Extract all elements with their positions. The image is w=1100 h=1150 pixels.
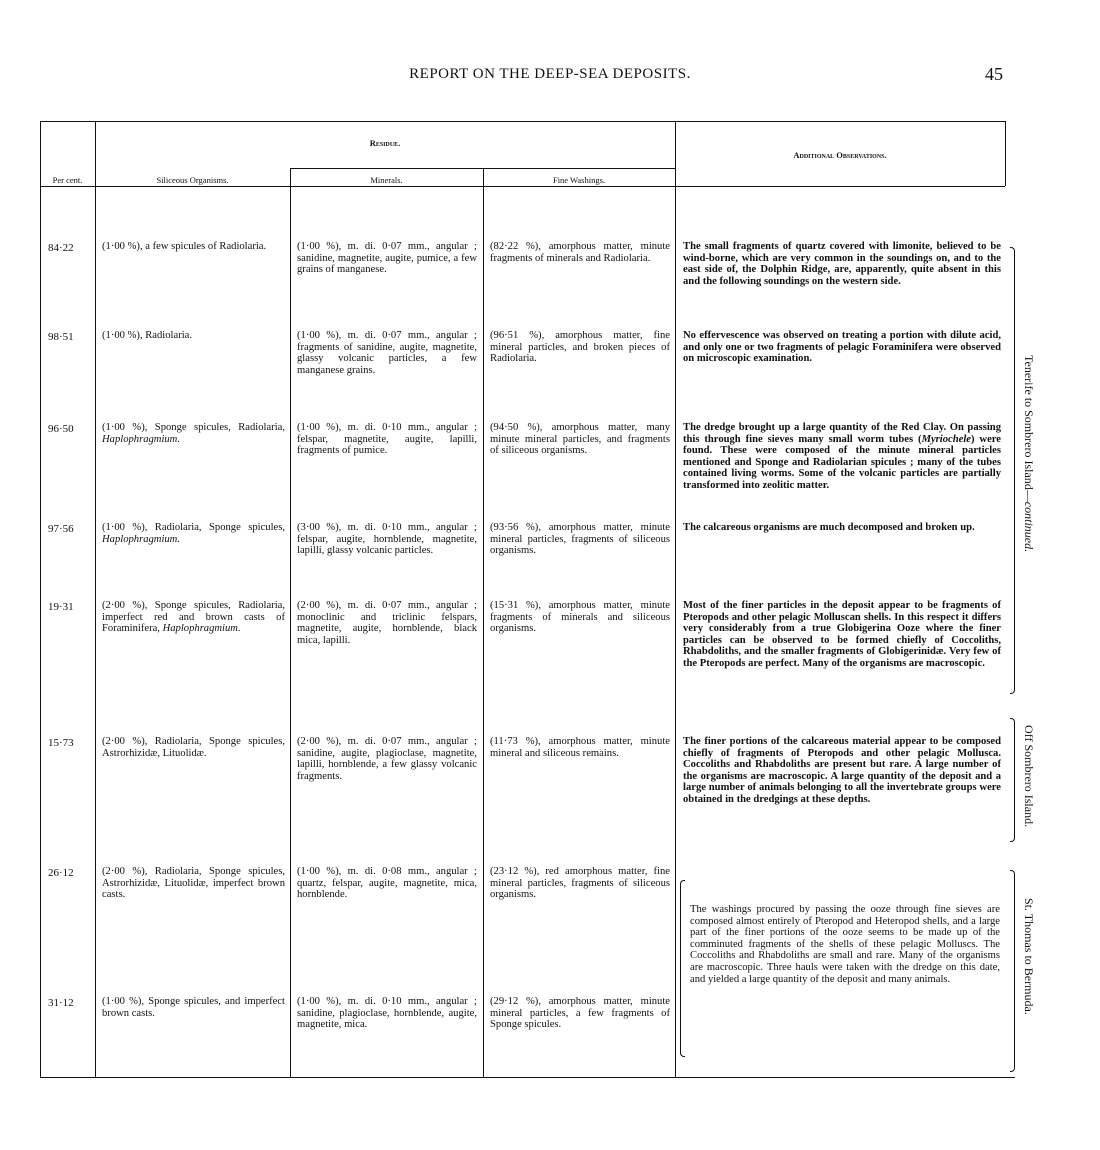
page-number: 45 — [985, 64, 1003, 84]
row2-per-cent: 98·51 — [48, 331, 74, 343]
col-rule-3 — [290, 168, 291, 1077]
header-bottom-rule — [40, 186, 1005, 187]
row6-minerals: (2·00 %), m. di. 0·07 mm., angular ; sanidine, augite, plagioclase, magnetite, lapilli, hornblende, a few glassy volcanic fragments. — [297, 736, 477, 782]
row4-per-cent: 97·56 — [48, 523, 74, 535]
row7-minerals: (1·00 %), m. di. 0·08 mm., angular ; quartz, felspar, augite, magnetite, mica, hornblende. — [297, 866, 477, 901]
row4-minerals: (3·00 %), m. di. 0·10 mm., angular ; felspar, augite, hornblende, magnetite, lapilli, glassy volcanic particles. — [297, 522, 477, 557]
row1-fine-washings: (82·22 %), amorphous matter, minute fragments of minerals and Radiolaria. — [490, 241, 670, 264]
col-rule-1 — [40, 121, 41, 1077]
table-top-rule — [40, 121, 1005, 122]
header-fine-washings: Fine Washings. — [552, 175, 606, 185]
row7-siliceous: (2·00 %), Radiolaria, Sponge spicules, Astrorhizidæ, Lituolidæ, imperfect brown casts. — [102, 866, 285, 901]
row1-observations: The small fragments of quartz covered with limonite, believed to be wind-borne, which are very common in the soundings on, and to the east side of, the Dolphin Ridge, are, apparently, quite absent in this and the following soundings on the western side. — [683, 241, 1001, 287]
side-label-tenerife: Tenerife to Sombrero Island—continued. — [1022, 355, 1036, 553]
row3-minerals: (1·00 %), m. di. 0·10 mm., angular ; felspar, magnetite, augite, lapilli, fragments of pumice. — [297, 422, 477, 457]
row2-observations: No effervescence was observed on treating a portion with dilute acid, and only one or two fragments of pelagic Foraminifera were observed on microscopic examination. — [683, 330, 1001, 365]
brace-tenerife — [1010, 247, 1015, 694]
row3-per-cent: 96·50 — [48, 423, 74, 435]
col-rule-2 — [95, 121, 96, 1077]
row1-minerals: (1·00 %), m. di. 0·07 mm., angular ; sanidine, magnetite, augite, pumice, a few grains of manganese. — [297, 241, 477, 276]
header-residue: Residue. — [369, 138, 401, 148]
row8-siliceous: (1·00 %), Sponge spicules, and imperfect brown casts. — [102, 996, 285, 1019]
row2-siliceous: (1·00 %), Radiolaria. — [102, 330, 193, 341]
row5-per-cent: 19·31 — [48, 601, 74, 613]
row1-per-cent: 84·22 — [48, 242, 74, 254]
header-siliceous: Siliceous Organisms. — [156, 175, 229, 185]
row6-per-cent: 15·73 — [48, 737, 74, 749]
row5-minerals: (2·00 %), m. di. 0·07 mm., angular ; monoclinic and triclinic felspars, magnetite, augite, hornblende, black mica, lapilli. — [297, 600, 477, 646]
row8-minerals: (1·00 %), m. di. 0·10 mm., angular ; sanidine, plagioclase, hornblende, augite, magnetite, mica. — [297, 996, 477, 1031]
row7-fine-washings: (23·12 %), red amorphous matter, fine mineral particles, fragments of siliceous organisms. — [490, 866, 670, 901]
row8-fine-washings: (29·12 %), amorphous matter, minute mineral particles, a few fragments of Sponge spicules. — [490, 996, 670, 1031]
row6-siliceous: (2·00 %), Radiolaria, Sponge spicules, Astrorhizidæ, Lituolidæ. — [102, 736, 285, 759]
row4-fine-washings: (93·56 %), amorphous matter, minute mineral particles, fragments of siliceous organisms. — [490, 522, 670, 557]
side-label-sombrero: Off Sombrero Island. — [1022, 725, 1036, 828]
table-bottom-rule — [40, 1077, 1015, 1078]
col-rule-5 — [675, 121, 676, 1077]
header-per-cent: Per cent. — [52, 175, 83, 185]
shared-observations: The washings procured by passing the ooze through fine sieves are composed almost entirely of Pteropod and Heteropod shells, and a large part of the finer portions of the ooze seems to be made up of the comminuted fragments of the shells of these pelagic Molluscs. The Coccoliths and Rhabdoliths are small and rare. Many of the organisms are macroscopic. Three hauls were taken with the dredge on this date, and yielded a large quantity of the deposit and many animals. — [690, 904, 1000, 985]
brace-st-thomas — [1010, 870, 1015, 1072]
row8-per-cent: 31·12 — [48, 997, 74, 1009]
row7-per-cent: 26·12 — [48, 867, 74, 879]
side-label-st-thomas: St. Thomas to Bermuda. — [1022, 898, 1036, 1015]
row5-siliceous: (2·00 %), Sponge spicules, Radiolaria, imperfect red and brown casts of Foraminifera, Haplophragmium. — [102, 600, 285, 635]
row2-minerals: (1·00 %), m. di. 0·07 mm., angular ; fragments of sanidine, augite, magnetite, glassy volcanic particles, a few manganese grains. — [297, 330, 477, 376]
row5-fine-washings: (15·31 %), amorphous matter, minute fragments of minerals and siliceous organisms. — [490, 600, 670, 635]
row5-observations: Most of the finer particles in the deposit appear to be fragments of Pteropods and other pelagic Molluscan shells. In this respect it differs very considerably from a true Globigerina Ooze where the finer particles can be observed to be formed chiefly of Coccoliths, Rhabdoliths, and the smaller fragments of Globigerinidæ. Very few of the Pteropods are perfect. Many of the organisms are macroscopic. — [683, 600, 1001, 669]
col-rule-4 — [483, 168, 484, 1077]
brace-sombrero — [1010, 718, 1015, 842]
row3-siliceous: (1·00 %), Sponge spicules, Radiolaria, Haplophragmium. — [102, 422, 285, 445]
row6-observations: The finer portions of the calcareous material appear to be composed chiefly of fragments of Pteropods and other pelagic Mollusca. Coccoliths and Rhabdoliths are present but rare. A large number of the organisms are macroscopic. A large quantity of the deposit and a large number of animals belonging to all the invertebrate groups were obtained in the dredgings at these depths. — [683, 736, 1001, 805]
row4-siliceous: (1·00 %), Radiolaria, Sponge spicules, Haplophragmium. — [102, 522, 285, 545]
row2-fine-washings: (96·51 %), amorphous matter, fine mineral particles, and broken pieces of Radiolaria. — [490, 330, 670, 365]
shared-obs-brace — [680, 880, 685, 1057]
running-title: REPORT ON THE DEEP-SEA DEPOSITS. — [409, 66, 691, 82]
col-rule-6 — [1005, 121, 1006, 186]
row6-fine-washings: (11·73 %), amorphous matter, minute mineral and siliceous remains. — [490, 736, 670, 759]
header-additional-observations: Additional Observations. — [793, 150, 887, 160]
row1-siliceous: (1·00 %), a few spicules of Radiolaria. — [102, 241, 267, 252]
row3-fine-washings: (94·50 %), amorphous matter, many minute mineral particles, and fragments of siliceous organisms. — [490, 422, 670, 457]
header-minerals: Minerals. — [370, 175, 403, 185]
row4-observations: The calcareous organisms are much decomposed and broken up. — [683, 522, 975, 533]
row3-observations: The dredge brought up a large quantity of the Red Clay. On passing this through fine sieves many small worm tubes (Myriochele) were found. These were composed of the minute mineral particles mentioned and Sponge and Radiolarian spicules ; many of the tubes contained living worms. Some of the volcanic particles are partially transformed into zeolitic matter. — [683, 422, 1001, 491]
